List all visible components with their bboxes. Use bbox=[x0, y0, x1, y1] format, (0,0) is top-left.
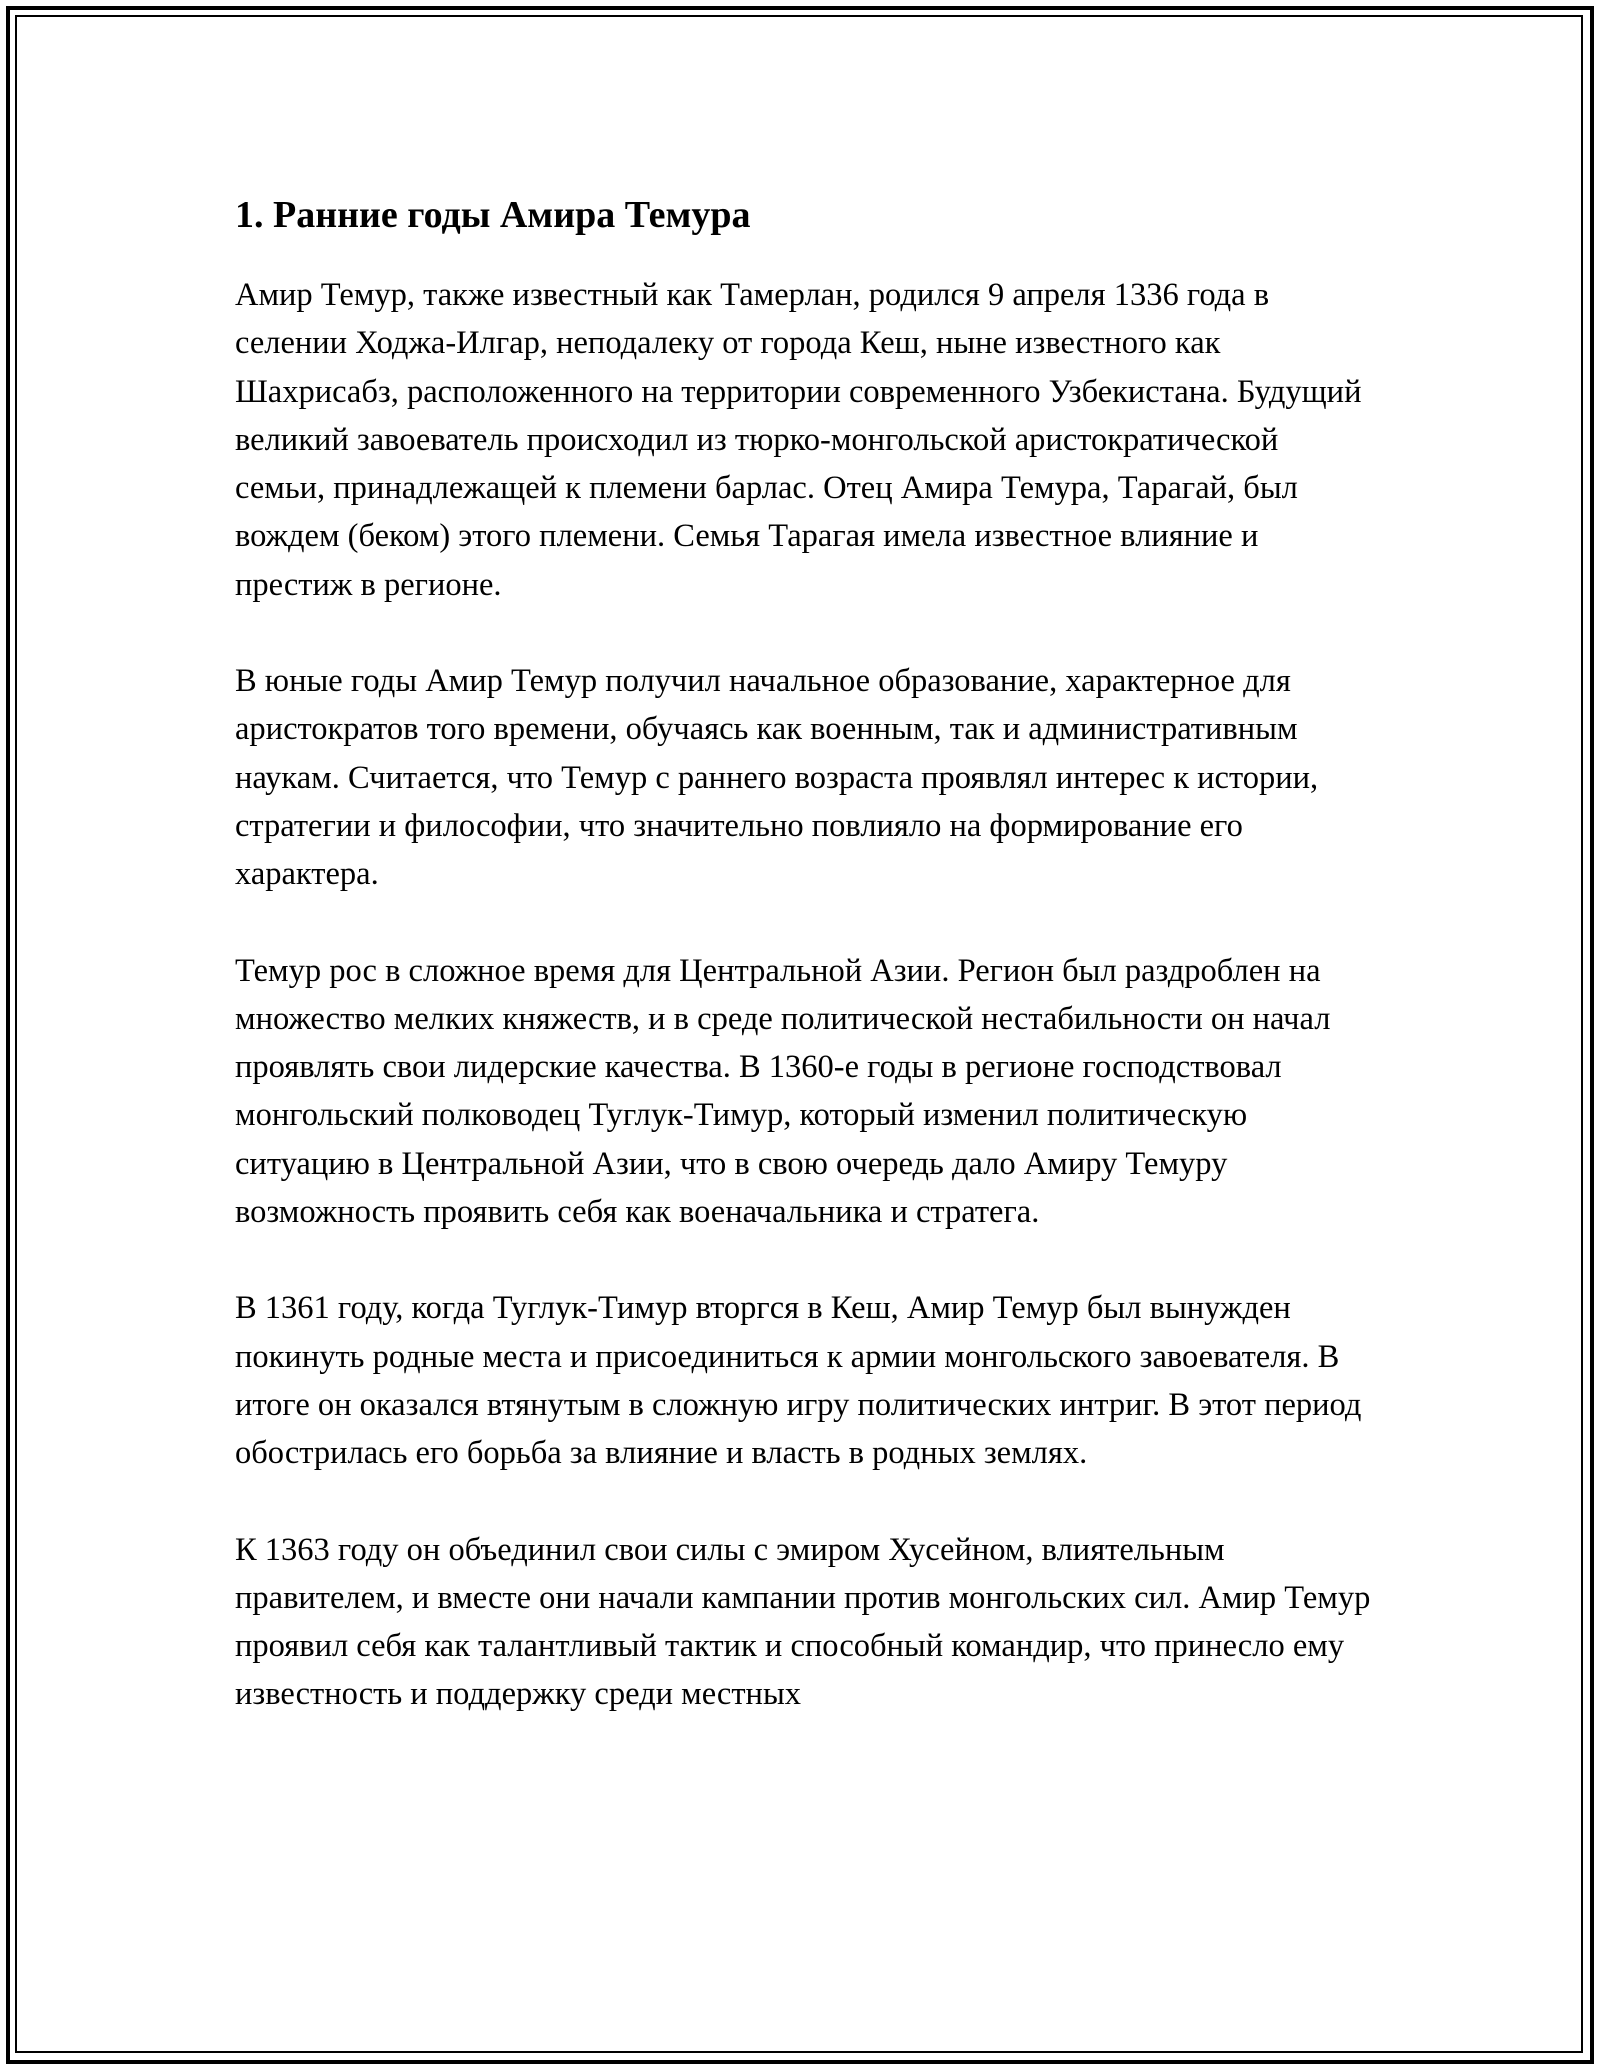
paragraph-2: В юные годы Амир Темур получил начальное образование, характерное для аристократов того времени, обучаясь как военным, так и административным наукам. Считается, что Темур с раннего возраста проявлял интерес к истории, стратегии и философии, что значительно повлияло на формирование его характера. bbox=[235, 663, 1319, 893]
paragraph-4: В 1361 году, когда Туглук-Тимур вторгся в Кеш, Амир Темур был вынужден покинуть родные места и присоединиться к армии монгольского завоевателя. В итоге он оказался втянутым в сложную игру политических интриг. В этот период обострилась его борьба за влияние и власть в родных землях. bbox=[235, 1290, 1362, 1472]
section-heading: 1. Ранние годы Амира Темура bbox=[235, 194, 751, 236]
document-body bbox=[235, 185, 1375, 1719]
paragraph-3: Темур рос в сложное время для Центральной Азии. Регион был раздроблен на множество мелких княжеств, и в среде политической нестабильности он начал проявлять свои лидерские качества. В 1360-е годы в регионе господствовал монгольский полководец Туглук-Тимур, который изменил политическую ситуацию в Центральной Азии, что в свою очередь дало Амиру Темуру возможность проявить себя как военачальника и стратега. bbox=[235, 952, 1331, 1231]
paragraph-5: К 1363 году он объединил свои силы с эмиром Хусейном, влиятельным правителем, и вместе они начали кампании против монгольских сил. Амир Темур проявил себя как талантливый тактик и способный командир, что принесло ему известность и поддержку среди местных bbox=[235, 1531, 1371, 1713]
paragraph-1: Амир Темур, также известный как Тамерлан, родился 9 апреля 1336 года в селении Ходжа-Илгар, неподалеку от города Кеш, ныне известного как Шахрисабз, расположенного на территории современного Узбекистана. Будущий великий завоеватель происходил из тюрко-монгольской аристократической семьи, принадлежащей к племени барлас. Отец Амира Темура, Тарагай, был вождем (беком) этого племени. Семья Тарагая имела известное влияние и престиж в регионе. bbox=[235, 277, 1362, 603]
